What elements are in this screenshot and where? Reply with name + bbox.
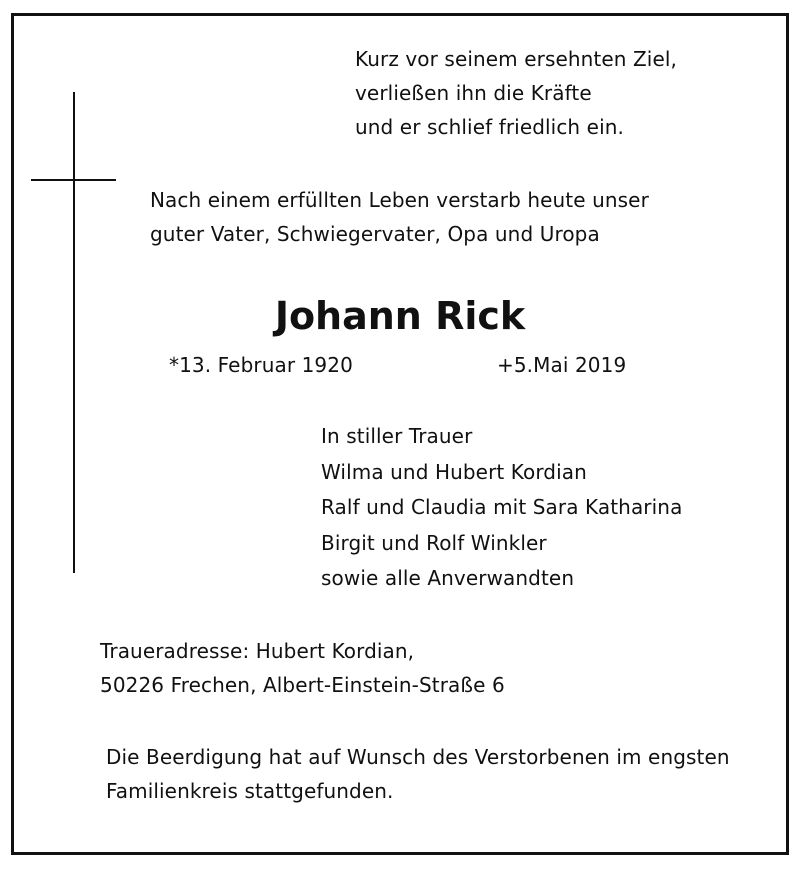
mourners-line: Wilma und Hubert Kordian bbox=[321, 459, 587, 484]
mourners-line: sowie alle Anverwandten bbox=[321, 566, 575, 590]
intro-text bbox=[150, 183, 649, 251]
address-line: Traueradresse: Hubert Kordian, bbox=[100, 639, 415, 663]
mourning-address bbox=[100, 634, 505, 702]
mourners-line: Ralf und Claudia mit Sara Katharina bbox=[321, 495, 683, 519]
funeral-line: Familienkreis stattgefunden. bbox=[106, 779, 394, 803]
deceased-name: Johann Rick bbox=[274, 294, 526, 338]
verse-line: verließen ihn die Kräfte bbox=[355, 81, 592, 105]
intro-line: guter Vater, Schwiegervater, Opa und Uropa bbox=[150, 222, 600, 246]
cross-icon-bar bbox=[31, 179, 116, 181]
verse bbox=[355, 42, 677, 144]
intro-line: Nach einem erfüllten Leben verstarb heute unser bbox=[150, 188, 649, 212]
address-line: 50226 Frechen, Albert-Einstein-Straße 6 bbox=[100, 673, 505, 697]
mourners-list bbox=[321, 419, 682, 597]
birth-date: *13. Februar 1920 bbox=[169, 353, 353, 377]
funeral-note bbox=[106, 740, 730, 808]
death-date: +5.Mai 2019 bbox=[497, 353, 627, 377]
verse-line: und er schlief friedlich ein. bbox=[355, 115, 624, 139]
funeral-line: Die Beerdigung hat auf Wunsch des Verstorbenen im engsten bbox=[106, 745, 730, 769]
verse-line: Kurz vor seinem ersehnten Ziel, bbox=[355, 47, 677, 71]
mourners-line: In stiller Trauer bbox=[321, 424, 473, 448]
mourners-line: Birgit und Rolf Winkler bbox=[321, 530, 547, 555]
